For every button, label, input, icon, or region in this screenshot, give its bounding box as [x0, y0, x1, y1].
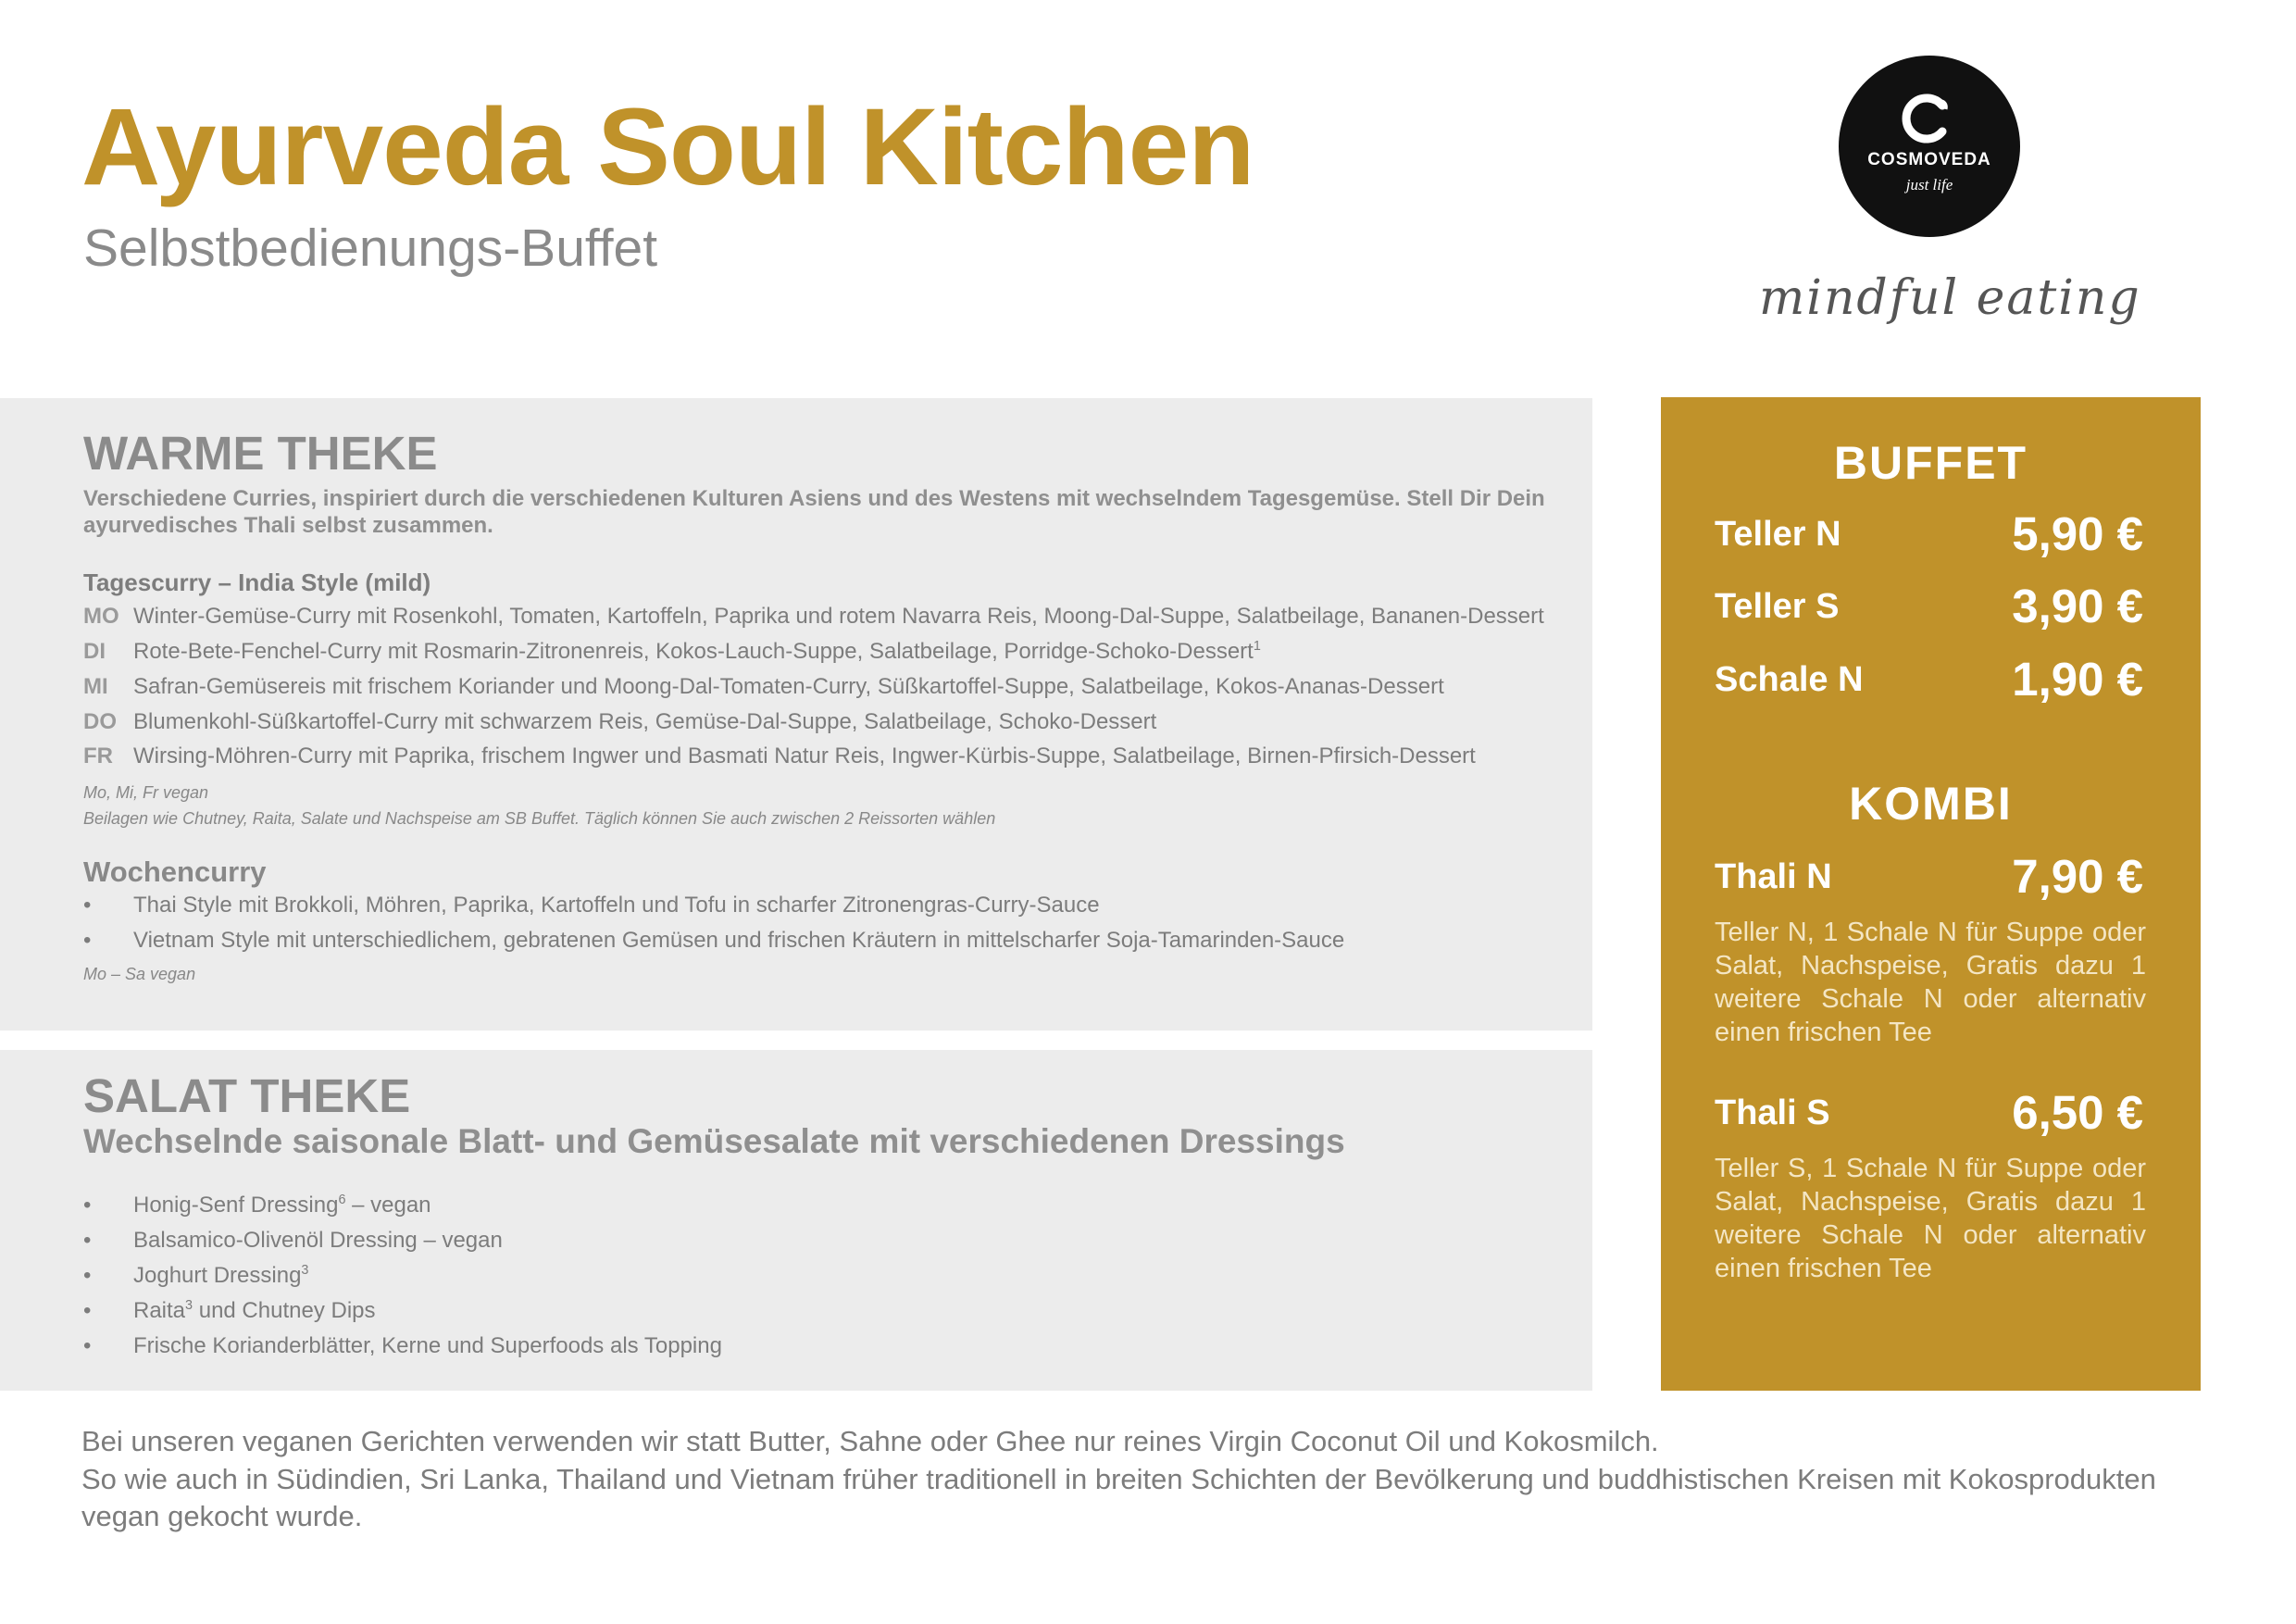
bullet-icon: • — [83, 928, 92, 953]
day-label: MO — [83, 604, 119, 629]
price-value: 6,50 € — [2012, 1086, 2143, 1139]
dressing-item — [133, 1193, 431, 1218]
kombi-description: Teller S, 1 Schale N für Suppe oder Salat, Nachspeise, Gratis dazu 1 weitere Schale N oder alternativ einen frischen Tee — [1715, 1154, 2146, 1283]
price-label: Thali S — [1715, 1093, 1830, 1132]
wochencurry-item: Thai Style mit Brokkoli, Möhren, Paprika, Kartoffeln und Tofu in scharfer Zitronengras-Curry-Sauce — [133, 893, 1100, 918]
day-label: MI — [83, 674, 108, 699]
price-panel — [1661, 397, 2201, 1391]
price-label: Thali N — [1715, 857, 1832, 896]
footer-line: Bei unseren veganen Gerichten verwenden wir statt Butter, Sahne oder Ghee nur reines Virgin Coconut Oil und Kokosmilch. — [81, 1425, 1659, 1457]
bullet-icon: • — [83, 1333, 92, 1358]
wochencurry-item: Vietnam Style mit unterschiedlichem, gebratenen Gemüsen und frischen Kräutern in mittelscharfer Soja-Tamarinden-Sauce — [133, 928, 1345, 953]
price-label: Schale N — [1715, 660, 1864, 699]
dressing-item — [133, 1263, 308, 1289]
kombi-description: Teller N, 1 Schale N für Suppe oder Salat, Nachspeise, Gratis dazu 1 weitere Schale N oder alternativ einen frischen Tee — [1715, 918, 2146, 1047]
item-text: Joghurt Dressing — [133, 1263, 302, 1288]
tagescurry-title: Tagescurry – India Style (mild) — [83, 568, 431, 596]
vegan-days-note: Mo, Mi, Fr vegan — [83, 783, 209, 802]
footer-line: vegan gekocht wurde. — [81, 1500, 363, 1532]
page-subtitle: Selbstbedienungs-Buffet — [83, 219, 658, 278]
day-label: DO — [83, 709, 117, 734]
cosmoveda-logo-icon — [1900, 89, 1959, 148]
day-menu — [133, 639, 1261, 665]
warme-theke-heading: WARME THEKE — [83, 427, 438, 480]
bullet-icon: • — [83, 893, 92, 918]
price-value: 3,90 € — [2012, 580, 2143, 632]
logo-tagline: just life — [1905, 176, 1953, 194]
price-value: 7,90 € — [2012, 850, 2143, 903]
bullet-icon: • — [83, 1228, 92, 1253]
price-label: Teller N — [1715, 515, 1841, 554]
day-menu-text: Rote-Bete-Fenchel-Curry mit Rosmarin-Zitronenreis, Kokos-Lauch-Suppe, Salatbeilage, Porridge-Schoko-Dessert — [133, 639, 1254, 664]
dressing-item: Balsamico-Olivenöl Dressing – vegan — [133, 1228, 503, 1253]
bullet-icon: • — [83, 1263, 92, 1288]
footer-line: So wie auch in Südindien, Sri Lanka, Thailand und Vietnam früher traditionell in breiten Schichten der Bevölkerung und buddhistischen Kreisen mit Kokosprodukten — [81, 1463, 2156, 1495]
price-value: 5,90 € — [2012, 507, 2143, 560]
logo-name: COSMOVEDA — [1867, 150, 1991, 169]
warme-theke-description: Verschiedene Curries, inspiriert durch die verschiedenen Kulturen Asiens und des Westens mit wechselndem Tagesgemüse. Stell Dir Dein ayurvedisches Thali selbst zusammen. — [83, 486, 1545, 538]
dressing-item — [133, 1298, 376, 1324]
salat-theke-subheading: Wechselnde saisonale Blatt- und Gemüsesalate mit verschiedenen Dressings — [83, 1122, 1345, 1160]
bullet-icon: • — [83, 1193, 92, 1218]
bullet-icon: • — [83, 1298, 92, 1323]
footnote-marker: 1 — [1253, 639, 1261, 654]
day-menu: Winter-Gemüse-Curry mit Rosenkohl, Tomaten, Kartoffeln, Paprika und rotem Navarra Reis, Moong-Dal-Suppe, Salatbeilage, Bananen-Dessert — [133, 604, 1544, 629]
page-title: Ayurveda Soul Kitchen — [81, 86, 1254, 208]
dressing-item: Frische Korianderblätter, Kerne und Superfoods als Topping — [133, 1333, 722, 1358]
item-text: Honig-Senf Dressing — [133, 1193, 339, 1218]
item-text-suffix: – vegan — [345, 1193, 431, 1218]
salat-theke-panel — [0, 1050, 1592, 1391]
footnote-marker: 6 — [338, 1193, 346, 1207]
price-value: 1,90 € — [2012, 653, 2143, 706]
day-menu: Blumenkohl-Süßkartoffel-Curry mit schwarzem Reis, Gemüse-Dal-Suppe, Salatbeilage, Schoko-Dessert — [133, 709, 1157, 734]
warme-theke-panel — [0, 398, 1592, 1031]
footnote-marker: 3 — [301, 1263, 309, 1278]
day-label: DI — [83, 639, 106, 664]
buffet-heading: BUFFET — [1833, 437, 2028, 489]
item-text-suffix: und Chutney Dips — [193, 1298, 376, 1323]
wochencurry-title: Wochencurry — [83, 856, 267, 888]
cosmoveda-logo — [1839, 56, 2020, 237]
kombi-heading: KOMBI — [1849, 778, 2013, 830]
day-menu: Safran-Gemüsereis mit frischem Koriander und Moong-Dal-Tomaten-Curry, Süßkartoffel-Suppe, Salatbeilage, Kokos-Ananas-Dessert — [133, 674, 1444, 699]
footnote-marker: 3 — [185, 1298, 193, 1313]
wochencurry-note: Mo – Sa vegan — [83, 965, 196, 983]
beilagen-note: Beilagen wie Chutney, Raita, Salate und Nachspeise am SB Buffet. Täglich können Sie auch zwischen 2 Reissorten wählen — [83, 809, 996, 828]
day-label: FR — [83, 743, 113, 768]
day-menu: Wirsing-Möhren-Curry mit Paprika, frischem Ingwer und Basmati Natur Reis, Ingwer-Kürbis-Suppe, Salatbeilage, Birnen-Pfirsich-Dessert — [133, 743, 1476, 768]
item-text: Raita — [133, 1298, 186, 1323]
price-label: Teller S — [1715, 587, 1840, 626]
salat-theke-heading: SALAT THEKE — [83, 1069, 411, 1122]
slogan: mindful eating — [1759, 270, 2141, 326]
